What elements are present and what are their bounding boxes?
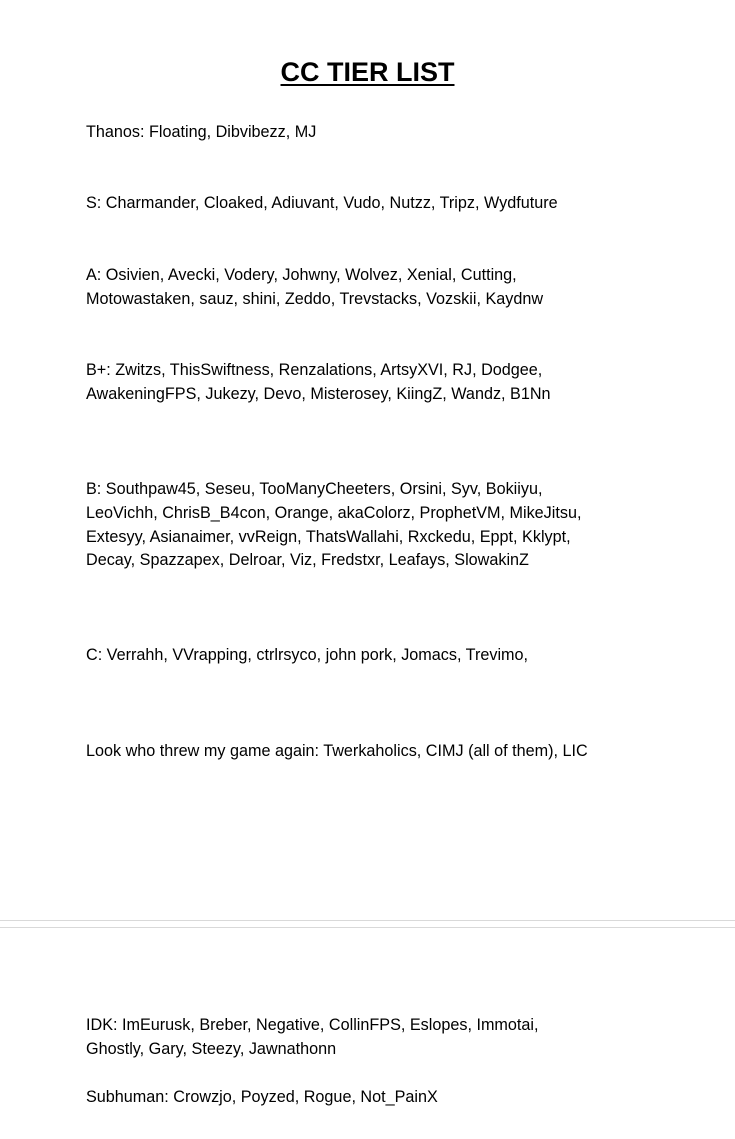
tier-c: [86, 644, 666, 668]
tier-idk-line-1: IDK: ImEurusk, Breber, Negative, CollinFPS, Eslopes, Immotai,: [86, 1016, 539, 1034]
tier-c-line-1: C: Verrahh, VVrapping, ctrlrsyco, john pork, Jomacs, Trevimo,: [86, 646, 529, 664]
tier-a-line-1: A: Osivien, Avecki, Vodery, Johwny, Wolvez, Xenial, Cutting,: [86, 266, 517, 284]
tier-b-plus-line-1: B+: Zwitzs, ThisSwiftness, Renzalations, ArtsyXVI, RJ, Dodgee,: [86, 361, 543, 379]
tier-b-line-4: Decay, Spazzapex, Delroar, Viz, Fredstxr, Leafays, SlowakinZ: [86, 551, 529, 570]
tier-threw-game: [86, 740, 666, 764]
tier-idk: [86, 1014, 666, 1062]
tier-a: [86, 264, 666, 312]
tier-idk-line-2: Ghostly, Gary, Steezy, Jawnathonn: [86, 1039, 337, 1058]
tier-subhuman-line-1: Subhuman: Crowzjo, Poyzed, Rogue, Not_PainX: [86, 1088, 438, 1106]
tier-threw-game-line-1: Look who threw my game again: Twerkaholics, CIMJ (all of them), LIC: [86, 742, 588, 760]
document-title: CC TIER LIST: [280, 57, 455, 87]
document-page-2: [0, 928, 735, 1139]
tier-a-line-2: Motowastaken, sauz, shini, Zeddo, Trevstacks, Vozskii, Kaydnw: [86, 289, 544, 308]
tier-b-line-3: Extesyy, Asianaimer, vvReign, ThatsWallahi, Rxckedu, Eppt, Kklypt,: [86, 527, 571, 546]
page-break: [0, 920, 735, 928]
tier-b-line-1: B: Southpaw45, Seseu, TooManyCheeters, Orsini, Syv, Bokiiyu,: [86, 480, 543, 498]
tier-s-line-1: S: Charmander, Cloaked, Adiuvant, Vudo, Nutzz, Tripz, Wydfuture: [86, 194, 558, 212]
tier-subhuman: [86, 1086, 666, 1110]
tier-thanos-line-1: Thanos: Floating, Dibvibezz, MJ: [86, 123, 317, 141]
tier-b-plus-line-2: AwakeningFPS, Jukezy, Devo, Misterosey, KiingZ, Wandz, B1Nn: [86, 384, 551, 403]
tier-thanos: [86, 121, 666, 145]
tier-b-line-2: LeoVichh, ChrisB_B4con, Orange, akaColorz, ProphetVM, MikeJitsu,: [86, 503, 582, 522]
tier-b: [86, 478, 666, 573]
tier-b-plus: [86, 359, 666, 407]
tier-s: [86, 192, 666, 216]
